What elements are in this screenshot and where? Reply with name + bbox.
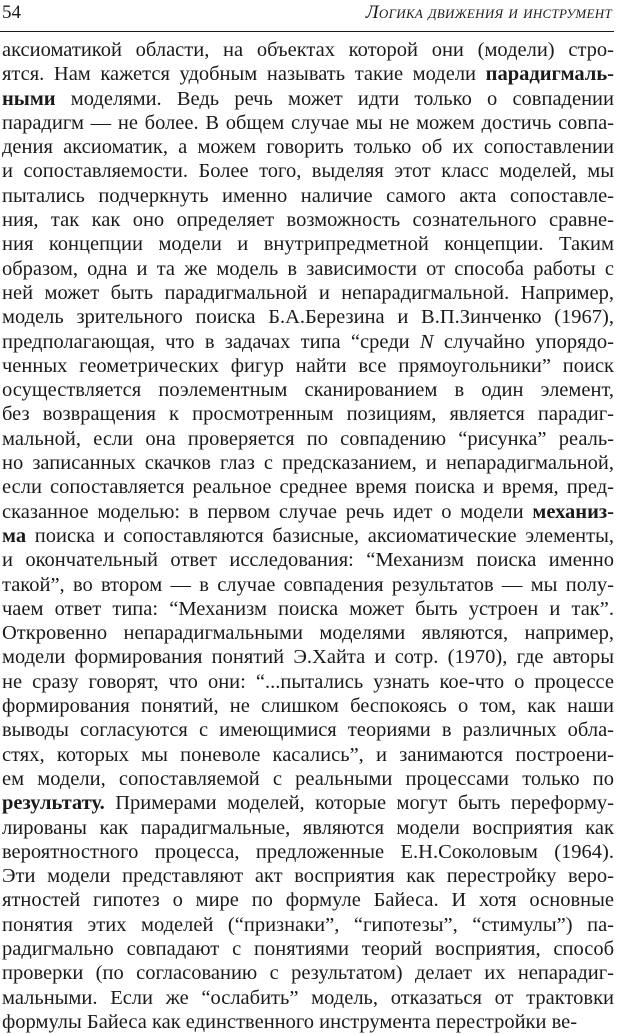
- text-segment: ятностей гипотез о мире по формуле Байеса. И хотя основные: [2, 889, 614, 912]
- text-segment: проверки (по согласованию с результатом) делает их непарадиг-: [2, 962, 614, 985]
- text-segment: чаем ответ типа: “Механизм поиска может быть устроен и так”.: [2, 597, 614, 620]
- text-segment: мальными. Если же “ослабить” модель, отказаться от трактовки: [2, 986, 614, 1009]
- text-segment: если сопоставляется реальное среднее время поиска и время, пред-: [2, 476, 614, 499]
- text-segment: но записанных скачков глаз с предсказанием, и непарадигмальной,: [2, 452, 614, 475]
- text-segment: ния, так как оно определяет возможность сознательного сравне-: [2, 209, 614, 232]
- text-segment: случайно упорядо-: [433, 330, 614, 353]
- text-segment: и окончательный ответ исследования: “Механизм поиска именно: [2, 549, 614, 572]
- bold-term: парадигмаль-: [485, 63, 614, 86]
- text-line: [2, 645, 614, 669]
- text-line: [2, 62, 614, 86]
- text-line: [2, 621, 614, 645]
- page-number: 54: [2, 2, 21, 23]
- text-segment: сказанное моделью: в первом случае речь идет о модели: [2, 500, 533, 523]
- text-line: [2, 670, 614, 694]
- text-line: [2, 281, 614, 305]
- text-line: [2, 475, 614, 499]
- text-line: [2, 354, 614, 378]
- text-segment: ем модели, сопоставляемой с реальными процессами только по: [2, 767, 614, 790]
- text-segment: предполагающая, что в задачах типа “среди: [2, 330, 420, 353]
- text-segment: радигмально совпадают с понятиями теорий восприятия, способ: [2, 937, 614, 960]
- header-rule: [0, 31, 614, 32]
- text-segment: вероятностного процесса, предложенные Е.Н.Соколовым (1964).: [2, 840, 614, 863]
- text-line: [2, 378, 614, 402]
- text-segment: ченных геометрических фигур найти все прямоугольники” поиск: [2, 354, 614, 377]
- text-line: [2, 840, 614, 864]
- italic-term: N: [419, 330, 434, 353]
- text-segment: Откровенно непарадигмальными моделями являются, например,: [2, 622, 614, 645]
- text-line: [2, 451, 614, 475]
- text-line: [2, 791, 614, 815]
- text-segment: аксиоматикой области, на объектах которой они (модели) стро-: [2, 39, 614, 61]
- text-segment: и сопоставляемости. Более того, выделяя этот класс моделей, мы: [2, 160, 614, 183]
- text-segment: лированы как парадигмальные, являются модели восприятия как: [2, 816, 614, 839]
- text-line: [2, 888, 614, 912]
- text-segment: выводы согласуются с имеющимися теориями в различных обла-: [2, 719, 614, 742]
- text-segment: стях, которых мы поневоле касались”, и занимаются построени-: [2, 743, 614, 766]
- text-line: [2, 913, 614, 937]
- text-segment: осуществляется поэлементным сканированием в один элемент,: [2, 379, 614, 402]
- text-segment: понятия этих моделей (“признаки”, “гипотезы”, “стимулы”) па-: [2, 913, 614, 936]
- page-header: [0, 0, 614, 34]
- text-segment: ния концепции модели и внутрипредметной концепции. Таким: [2, 233, 614, 256]
- bold-term: ма: [2, 524, 27, 547]
- text-line: [2, 184, 614, 208]
- text-line: [2, 257, 614, 281]
- text-line: [2, 159, 614, 183]
- text-line: [2, 986, 614, 1010]
- bold-term: результату.: [2, 792, 105, 815]
- text-line: [2, 816, 614, 840]
- text-line: [2, 548, 614, 572]
- text-line: [2, 330, 614, 354]
- text-line: [2, 402, 614, 426]
- text-line: [2, 87, 614, 111]
- text-segment: поиска и сопоставляются базисные, аксиоматические элементы,: [26, 524, 614, 547]
- text-segment: Эти модели представляют акт восприятия как перестройку веро-: [2, 865, 614, 888]
- bold-term: ными: [2, 87, 56, 110]
- text-line: [2, 937, 614, 961]
- text-line: [2, 573, 614, 597]
- text-segment: ней может быть парадигмальной и непарадигмальной. Например,: [2, 281, 614, 304]
- text-line: [2, 305, 614, 329]
- text-segment: пытались подчеркнуть именно наличие самого акта сопоставле-: [2, 184, 614, 207]
- text-line: [2, 524, 614, 548]
- text-segment: парадигм — не более. В общем случае мы не можем достичь совпа-: [2, 111, 614, 134]
- text-segment: модели формирования понятий Э.Хайта и сотр. (1970), где авторы: [2, 646, 614, 669]
- text-segment: моделями. Ведь речь может идти только о совпадении: [55, 87, 614, 110]
- text-line: [2, 1010, 614, 1034]
- text-line: [2, 38, 614, 62]
- text-line: [2, 208, 614, 232]
- bold-term: механиз-: [532, 500, 614, 523]
- text-line: [2, 718, 614, 742]
- text-segment: такой”, во втором — в случае совпадения результатов — мы полу-: [2, 573, 614, 596]
- text-line: [2, 767, 614, 791]
- text-line: [2, 694, 614, 718]
- text-line: [2, 500, 614, 524]
- text-segment: формулы Байеса как единственного инструмента перестройки ве-: [2, 1010, 578, 1033]
- text-segment: модель зрительного поиска Б.А.Березина и В.П.Зинченко (1967),: [2, 306, 614, 329]
- text-segment: ятся. Нам кажется удобным называть такие модели: [2, 63, 486, 86]
- text-line: [2, 597, 614, 621]
- text-segment: Примерами моделей, которые могут быть переформу-: [104, 792, 614, 815]
- text-line: [2, 743, 614, 767]
- text-segment: мальной, если она проверяется по совпадению “рисунка” реаль-: [2, 427, 614, 450]
- text-line: [2, 864, 614, 888]
- text-line: [2, 232, 614, 256]
- running-title: Логика движения и инструмент: [365, 2, 612, 23]
- body-text: [2, 38, 614, 1034]
- text-line: [2, 427, 614, 451]
- text-line: [2, 961, 614, 985]
- text-segment: не сразу говорят, что они: “...пытались узнать кое-что о процессе: [2, 670, 614, 693]
- text-line: [2, 111, 614, 135]
- text-segment: формирования понятий, не слишком беспокоясь о том, как наши: [2, 695, 614, 718]
- text-line: [2, 135, 614, 159]
- text-segment: без возвращения к просмотренным позициям, является парадиг-: [2, 403, 614, 426]
- text-segment: дения аксиоматик, а можем говорить только об их сопоставлении: [2, 136, 614, 159]
- text-segment: образом, одна и та же модель в зависимости от способа работы с: [2, 257, 614, 280]
